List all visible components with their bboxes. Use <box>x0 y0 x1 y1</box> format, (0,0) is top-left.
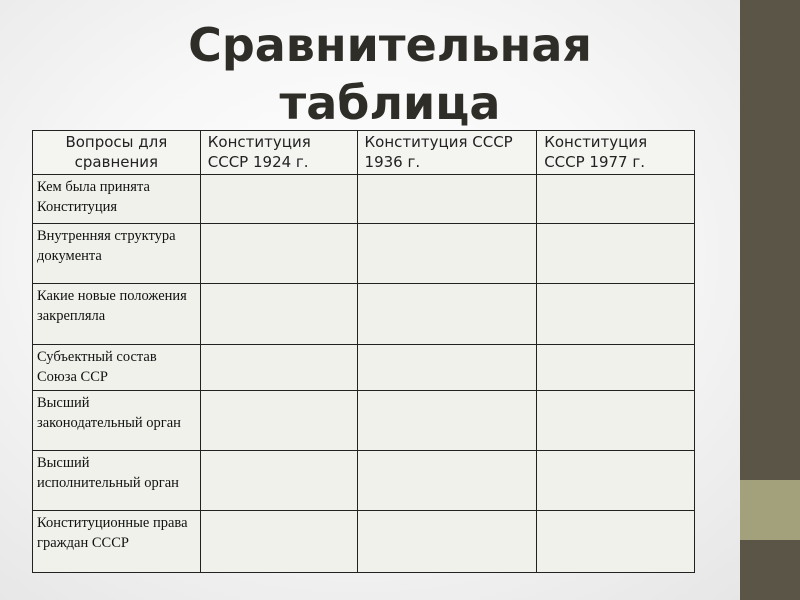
row-question: Внутренняя структура документа <box>33 224 201 284</box>
cell-1924 <box>200 391 357 451</box>
cell-1936 <box>357 284 537 345</box>
header-constitution-1977: Конституция СССР 1977 г. <box>537 131 695 175</box>
cell-1977 <box>537 345 695 391</box>
cell-1977 <box>537 391 695 451</box>
header-constitution-1924: Конституция СССР 1924 г. <box>200 131 357 175</box>
table-row <box>33 511 695 573</box>
table-row <box>33 345 695 391</box>
table-header <box>33 131 695 175</box>
cell-1924 <box>200 451 357 511</box>
cell-1924 <box>200 224 357 284</box>
cell-1936 <box>357 511 537 573</box>
row-question: Какие новые положения закрепляла <box>33 284 201 345</box>
header-constitution-1936: Конституция СССР 1936 г. <box>357 131 537 175</box>
header-row <box>33 131 695 175</box>
cell-1924 <box>200 175 357 224</box>
cell-1977 <box>537 451 695 511</box>
slide-title-line-2: таблица <box>279 76 501 130</box>
table-row <box>33 391 695 451</box>
cell-1936 <box>357 451 537 511</box>
table-row <box>33 284 695 345</box>
cell-1936 <box>357 345 537 391</box>
row-question: Конституционные права граждан СССР <box>33 511 201 573</box>
cell-1924 <box>200 511 357 573</box>
table-body <box>33 175 695 573</box>
cell-1924 <box>200 345 357 391</box>
slide-title-line-1: Сравнительная <box>188 18 592 72</box>
cell-1977 <box>537 175 695 224</box>
cell-1936 <box>357 224 537 284</box>
table-row <box>33 175 695 224</box>
header-questions: Вопросы для сравнения <box>33 131 201 175</box>
cell-1924 <box>200 284 357 345</box>
row-question: Высший законодательный орган <box>33 391 201 451</box>
table-row <box>33 224 695 284</box>
comparison-table <box>32 130 695 573</box>
cell-1977 <box>537 511 695 573</box>
row-question: Субъектный состав Союза ССР <box>33 345 201 391</box>
table-row <box>33 451 695 511</box>
side-accent-block <box>740 480 800 540</box>
cell-1936 <box>357 175 537 224</box>
cell-1977 <box>537 224 695 284</box>
slide-title <box>100 16 680 132</box>
cell-1977 <box>537 284 695 345</box>
row-question: Высший исполнительный орган <box>33 451 201 511</box>
cell-1936 <box>357 391 537 451</box>
row-question: Кем была принята Конституция <box>33 175 201 224</box>
